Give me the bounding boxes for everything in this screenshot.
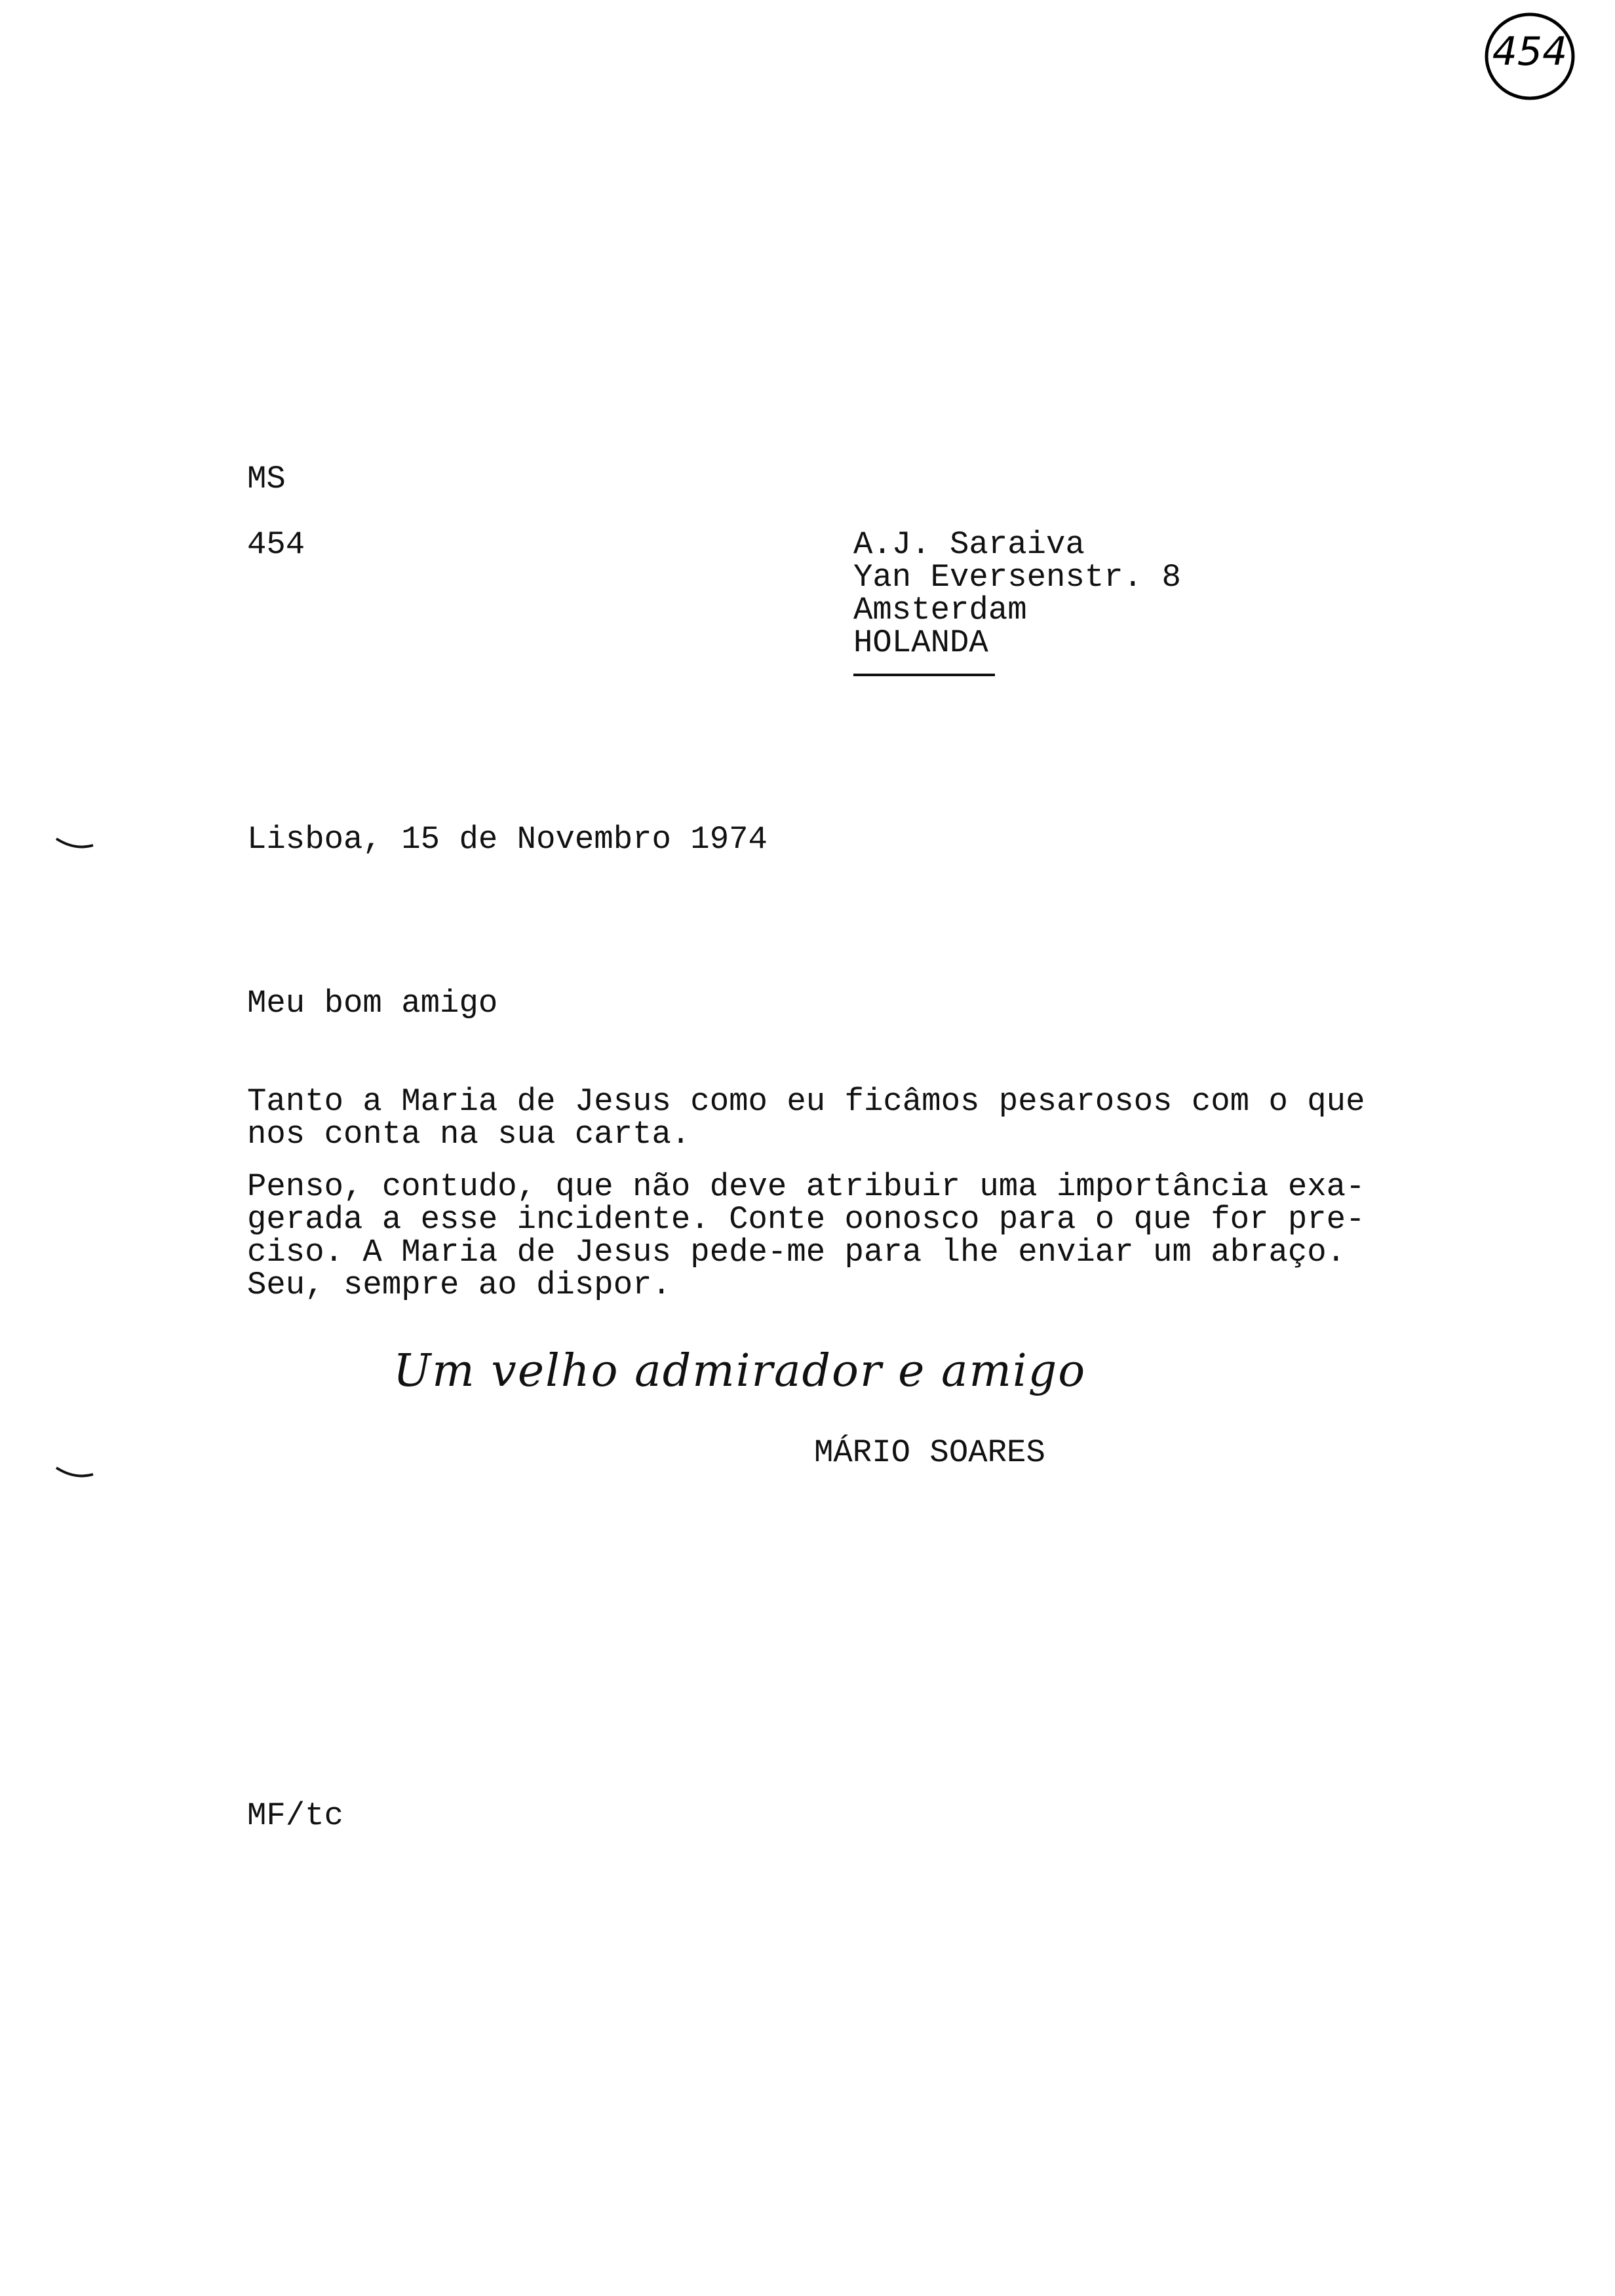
paragraph-line: Tanto a Maria de Jesus como eu ficâmos pesarosos com o que	[247, 1083, 1365, 1120]
signature-name: MÁRIO SOARES	[814, 1434, 1045, 1471]
page-number-stamp: 454	[1492, 29, 1568, 75]
reference-number: 454	[247, 526, 305, 563]
paragraph-line: nos conta na sua carta.	[247, 1116, 691, 1153]
typist-initials: MF/tc	[247, 1797, 344, 1834]
header-initials: MS	[247, 461, 286, 497]
recipient-city: Amsterdam	[853, 592, 1027, 628]
punch-hole-mark-top	[55, 836, 94, 852]
address-underline	[853, 674, 995, 676]
paragraph-line: gerada a esse incidente. Conte oonosco para o que for pre-	[247, 1201, 1365, 1238]
recipient-name: A.J. Saraiva	[853, 526, 1085, 563]
paragraph-line: Seu, sempre ao dispor.	[247, 1267, 671, 1303]
punch-hole-mark-bottom	[55, 1465, 94, 1481]
recipient-street: Yan Eversenstr. 8	[853, 559, 1181, 596]
date-line: Lisboa, 15 de Novembro 1974	[247, 821, 768, 858]
recipient-country: HOLANDA	[853, 624, 988, 661]
salutation: Meu bom amigo	[247, 985, 498, 1022]
paragraph-line: ciso. A Maria de Jesus pede-me para lhe enviar um abraço.	[247, 1234, 1346, 1271]
paragraph-line: Penso, contudo, que não deve atribuir uma importância exa-	[247, 1168, 1365, 1205]
handwritten-closing: Um velho admirador e amigo	[393, 1345, 1087, 1397]
